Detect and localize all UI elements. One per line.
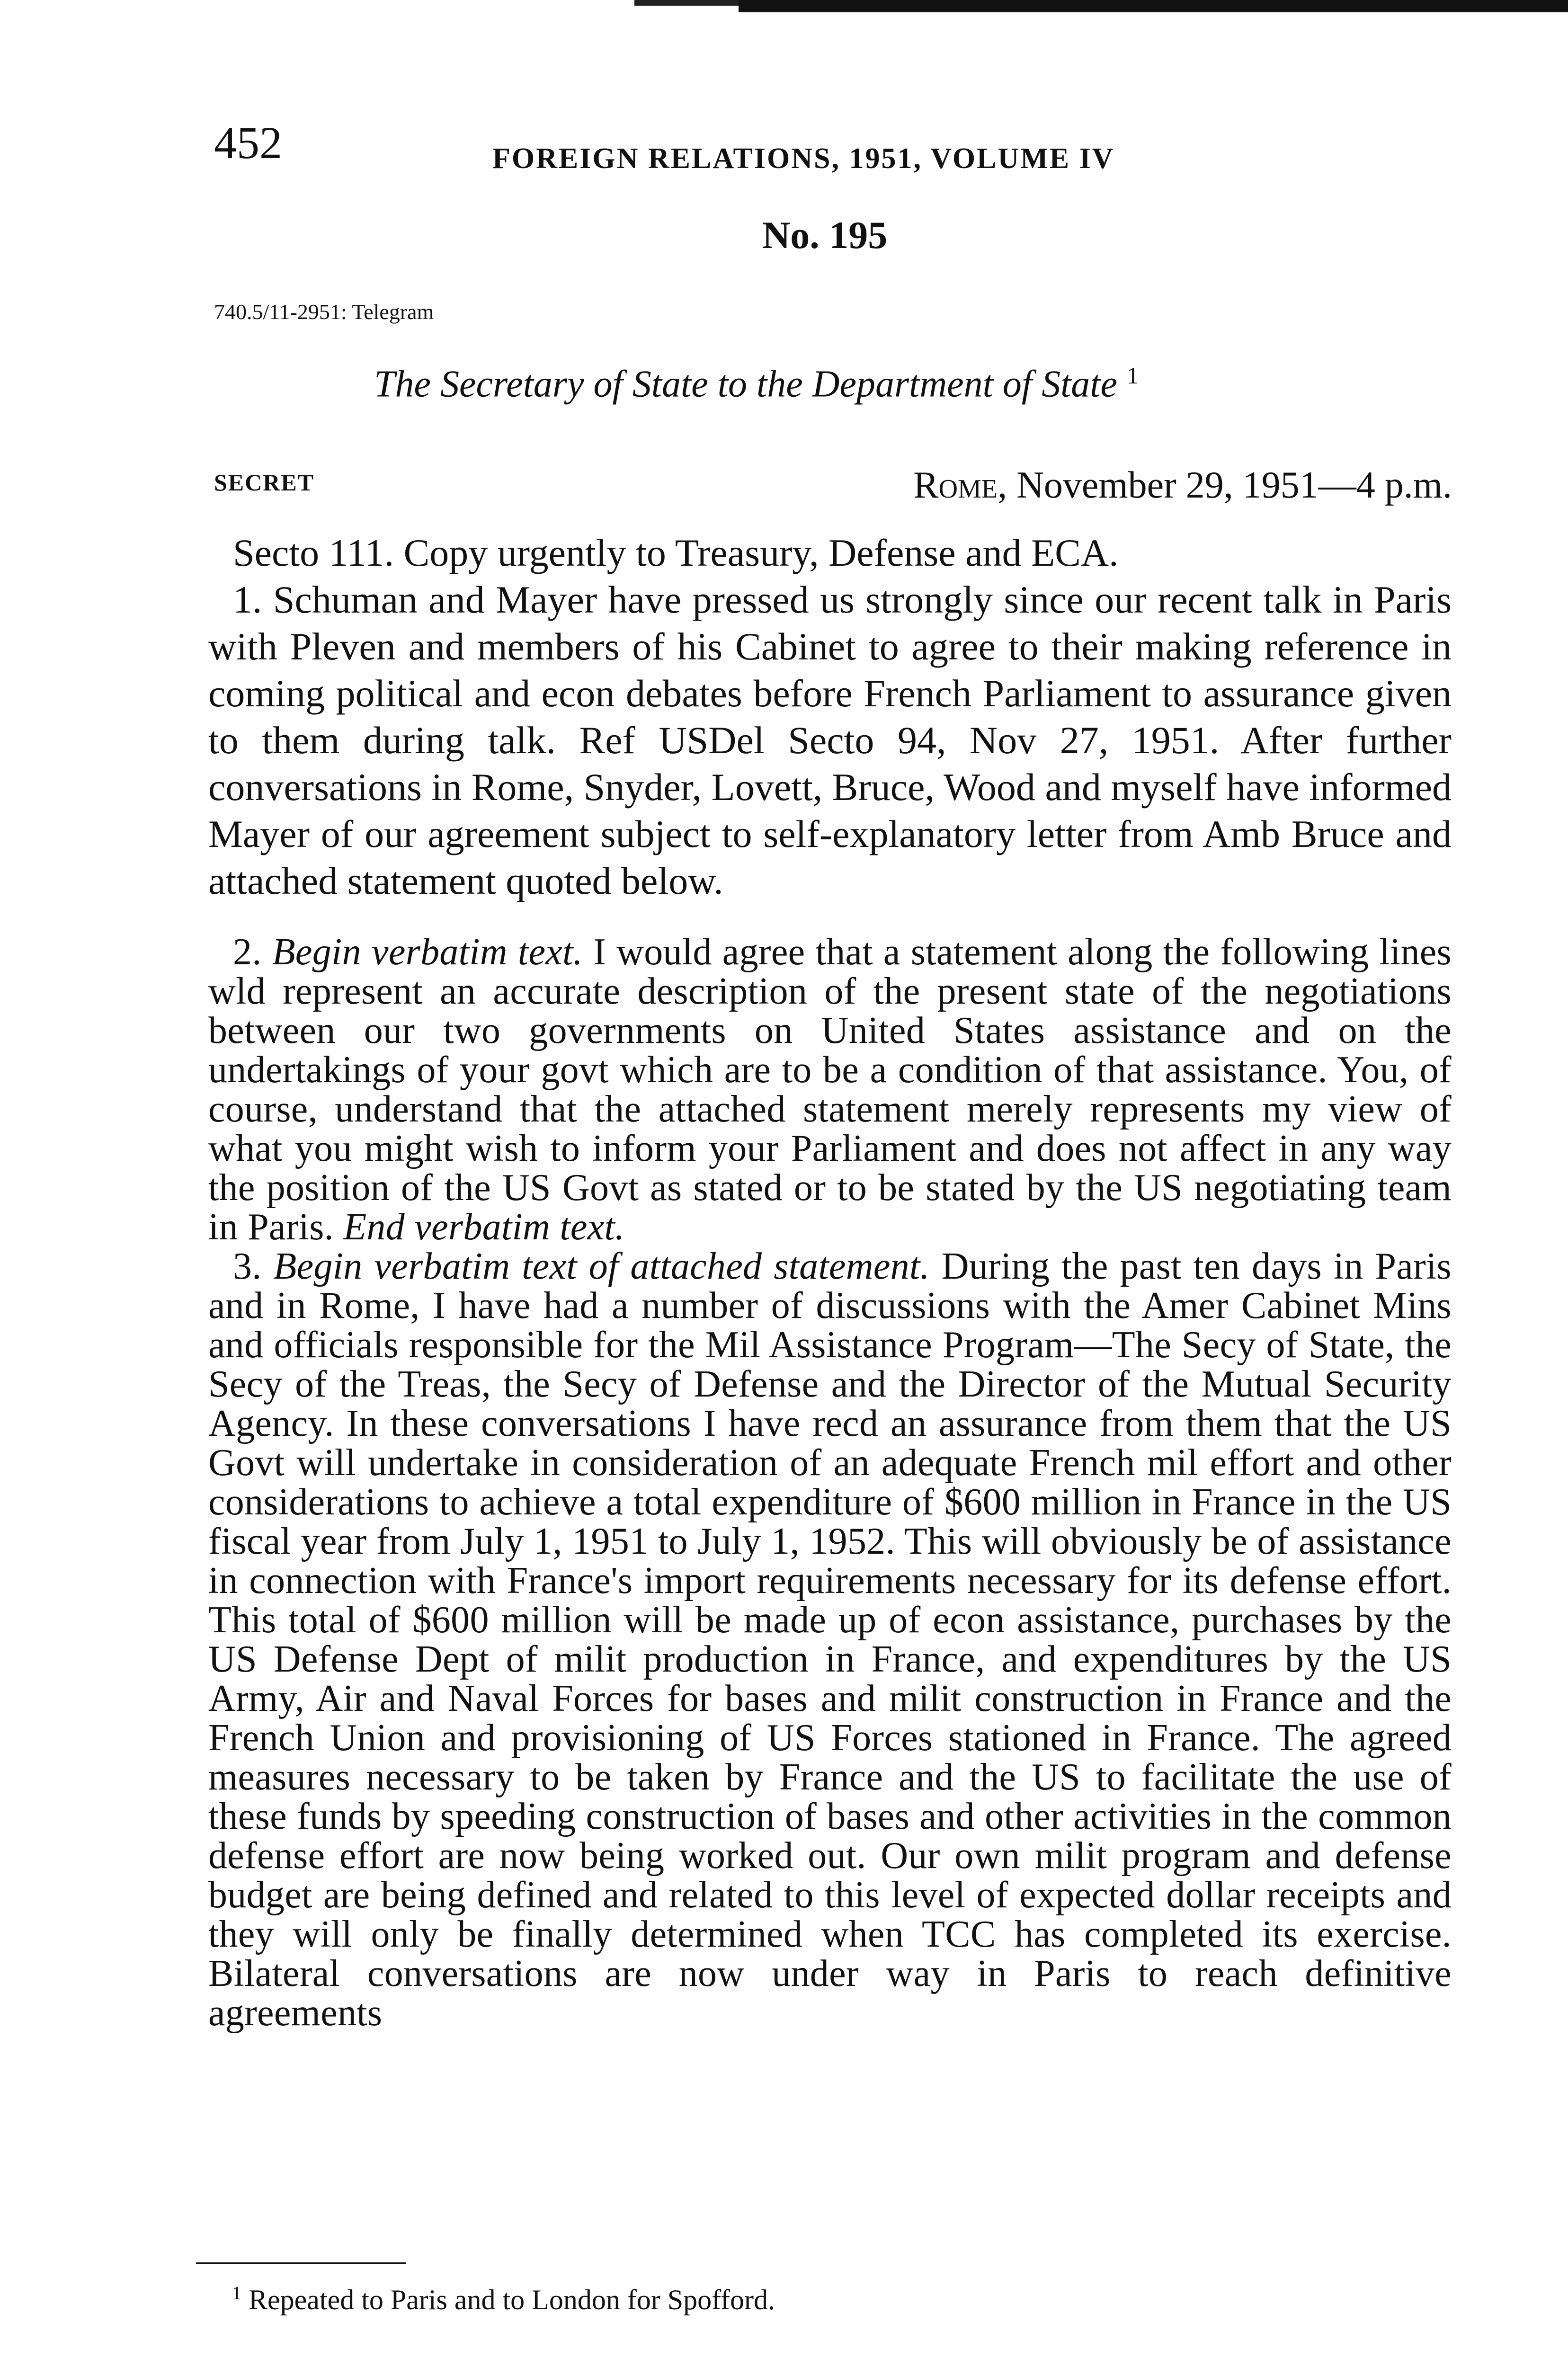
- document-number: No. 195: [762, 214, 888, 257]
- paragraph-3-body: During the past ten days in Paris and in Rome, I have had a number of discussions with the Amer Cabinet Mins and officials responsible for the Mil Assistance Program—The Secy of State, the Secy of the Treas, the Secy of Defense and the Director of the Mutual Security Agency. In these conversations I have recd an assurance from them that the US Govt will undertake in consideration of an adequate French mil effort and other considerations to achieve a total expenditure of $600 million in France in the US fiscal year from July 1, 1951 to July 1, 1952. This will obviously be of assistance in connection with France's import requirements necessary for its defense effort. This total of $600 million will be made up of econ assistance, purchases by the US Defense Dept of milit production in France, and expenditures by the US Army, Air and Naval Forces for bases and milit construction in France and the French Union and provisioning of US Forces stationed in France. The agreed measures necessary to be taken by France and the US to facilitate the use of these funds by speeding construction of bases and other activities in the common defense effort are now being worked out. Our own milit program and defense budget are being defined and related to this level of expected dollar receipts and they will only be finally determined when TCC has completed its exercise. Bilateral conversations are now under way in Paris to reach definitive agreements: [208, 1246, 1452, 2034]
- document-title-text: The Secretary of State to the Department of State: [374, 363, 1118, 405]
- paragraph-2: [208, 933, 1452, 1247]
- dateline-date: November 29, 1951—4 p.m.: [1016, 464, 1452, 506]
- paragraph-1: 1. Schuman and Mayer have pressed us strongly since our recent talk in Paris with Pleven and members of his Cabinet to agree to their making reference in coming political and econ debates before French Parliament to assurance given to them during talk. Ref USDel Secto 94, Nov 27, 1951. After further conversations in Rome, Snyder, Lovett, Bruce, Wood and myself have informed Mayer of our agreement subject to self-explanatory letter from Amb Bruce and attached statement quoted below.: [208, 578, 1452, 902]
- paragraph-2-body: I would agree that a statement along the following lines wld represent an accurate description of the present state of the negotiations between our two governments on United States assistance and on the undertakings of your govt which are to be a condition of that assistance. You, of course, understand that the attached statement merely represents my view of what you might wish to inform your Parliament and does not affect in any way the position of the US Govt as stated or to be stated by the US negotiating team in Paris.: [208, 931, 1452, 1248]
- document-title: [374, 362, 1139, 406]
- paragraph-3: [208, 1247, 1452, 2033]
- paragraph-reference: Secto 111. Copy urgently to Treasury, Defense and ECA.: [233, 531, 1119, 574]
- scan-edge-mark: [739, 0, 1568, 12]
- footnote: [232, 2282, 775, 2316]
- paragraph-2-end: End verbatim text.: [343, 1206, 625, 1248]
- paragraph-2-number: 2.: [233, 931, 262, 973]
- footnote-text: Repeated to Paris and to London for Spofford.: [249, 2284, 775, 2315]
- paragraph-3-lead: Begin verbatim text of attached statement.: [273, 1246, 930, 1287]
- paragraph-3-number: 3.: [233, 1246, 262, 1287]
- paragraph-2-lead: Begin verbatim text.: [272, 931, 583, 973]
- dateline-place: Rome,: [913, 464, 1007, 506]
- page-number: 452: [214, 117, 282, 168]
- telegram-body: [208, 529, 1452, 2033]
- running-head: FOREIGN RELATIONS, 1951, VOLUME IV: [492, 142, 1115, 175]
- footnote-number: 1: [232, 2282, 241, 2304]
- dateline: [913, 464, 1452, 507]
- footnote-mark: 1: [1127, 362, 1139, 389]
- classification: SECRET: [214, 469, 315, 496]
- footnote-rule: [196, 2262, 406, 2264]
- file-reference: 740.5/11-2951: Telegram: [214, 300, 434, 324]
